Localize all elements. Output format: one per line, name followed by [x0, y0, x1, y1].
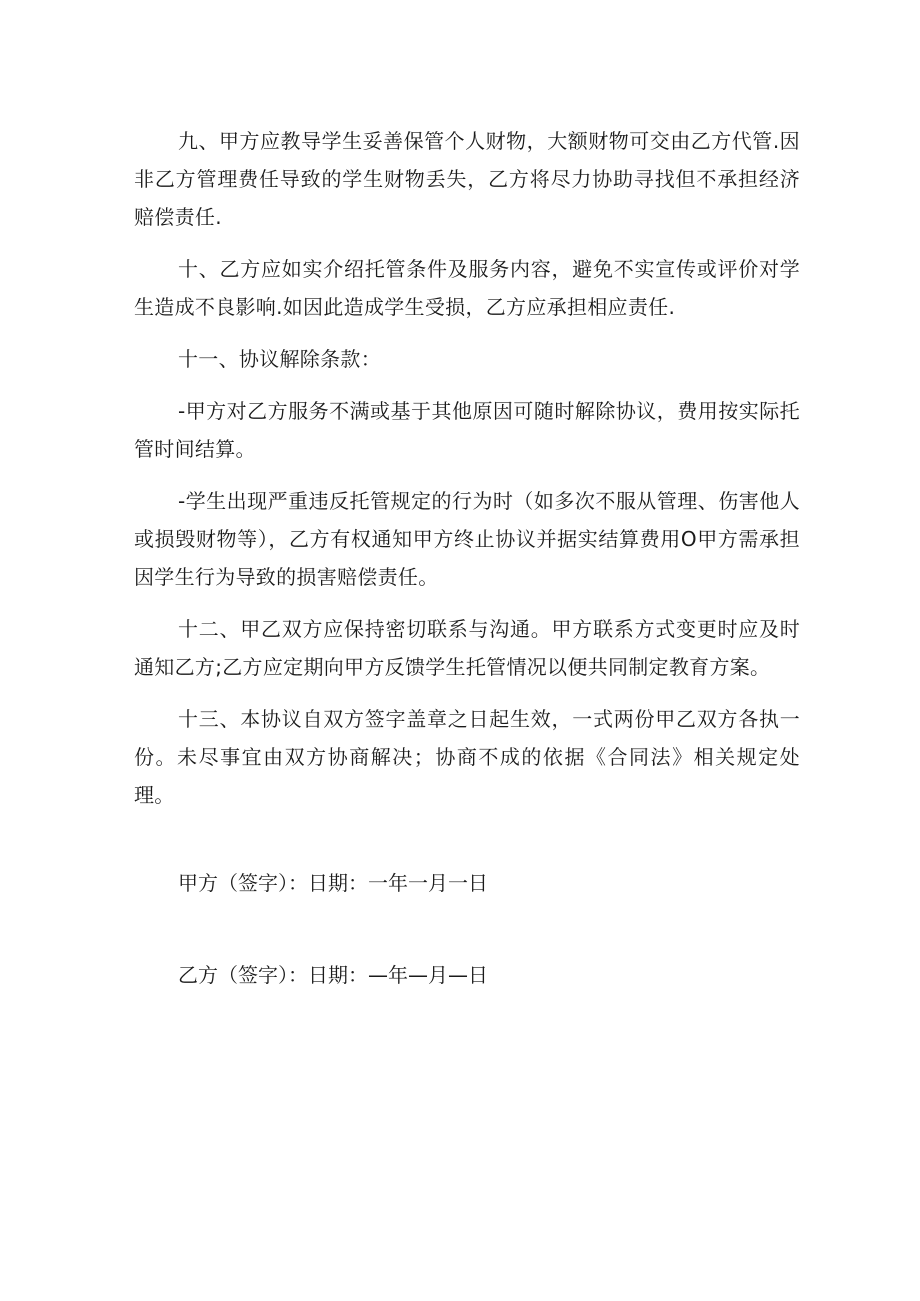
- clause-11-item-1: -甲方对乙方服务不满或基于其他原因可随时解除协议，费用按实际托管时间结算。: [134, 399, 800, 461]
- clause-12: 十二、甲乙双方应保持密切联系与沟通。甲方联系方式变更时应及时通知乙方;乙方应定期向甲方反馈学生托管情况以便共同制定教育方案。: [134, 617, 800, 679]
- clause-9: 九、甲方应教导学生妥善保管个人财物，大额财物可交由乙方代管.因非乙方管理费任导致的学生财物丢失，乙方将尽力协助寻找但不承担经济赔偿责任.: [134, 129, 800, 229]
- signature-line-party-a: 甲方（签字）：日期：一年一月一日: [178, 871, 488, 895]
- clause-13: 十三、本协议自双方签字盖章之日起生效，一式两份甲乙双方各执一份。未尽事宜由双方协商解决；协商不成的依据《合同法》相关规定处理。: [134, 707, 800, 807]
- clause-11-item-2: -学生出现严重违反托管规定的行为时（如多次不服从管理、伤害他人或损毁财物等），乙方有权通知甲方终止协议并据实结算费用O甲方需承担因学生行为导致的损害赔偿责任。: [134, 489, 800, 589]
- clause-11-heading: 十一、协议解除条款：: [178, 347, 381, 371]
- signature-line-party-b: 乙方（签字）：日期：—年—月—日: [178, 963, 488, 987]
- clause-10: 十、乙方应如实介绍托管条件及服务内容，避免不实宣传或评价对学生造成不良影响.如因此造成学生受损，乙方应承担相应责任.: [134, 257, 800, 319]
